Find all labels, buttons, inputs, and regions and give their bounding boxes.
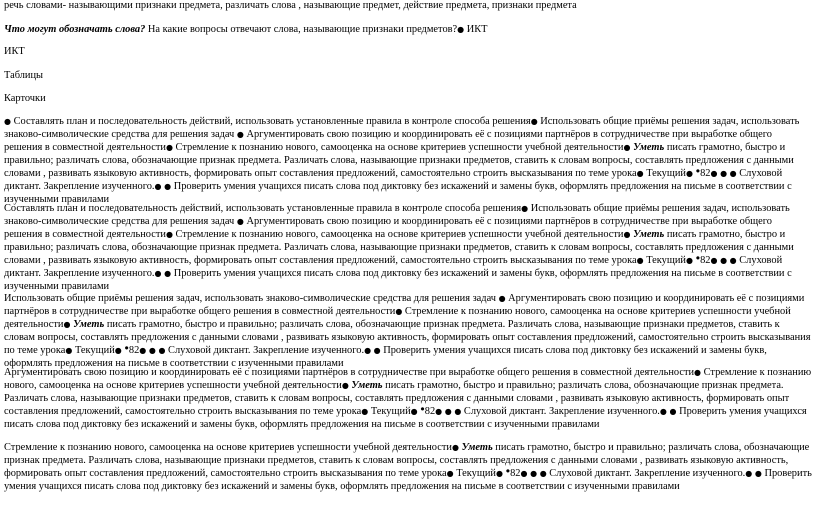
p4-umet: Уметь [351, 380, 383, 391]
bullet-icon: ● [720, 169, 728, 178]
p1-plan: Составлять план и последовательность действий, использовать установленные правила в контроле способа решения [13, 116, 531, 127]
paragraph-5 [4, 441, 812, 493]
bullet-icon: ● [720, 256, 728, 265]
p1-umet: Уметь [633, 142, 665, 153]
p4-skills: писать грамотно, быстро и правильно; различать слова, обозначающие признак предмета. Различать слова, называющие признаки предметов, ставить к словам вопросы, составлять предложения с данными словами , развивать языковую активность, формировать опыт составления предложений, самостоятельно строить высказывания по теме урока [4, 380, 790, 417]
p4-check: Проверить умения учащихся писать слова под диктовку без искажений и замены букв, оформлять предложения на письме в соответствии с изученными правилами [4, 406, 807, 430]
header-line: речь словами- называющими признаки предмета, различать слова , называющие предмет, действие предмета, признаки предмета [4, 0, 577, 11]
bullet-icon: ● [158, 346, 166, 355]
bullet-icon: ● [165, 230, 173, 239]
p2-current: Текущий [646, 255, 686, 266]
bullet-icon: ● [373, 346, 381, 355]
bullet-icon: ● [410, 407, 418, 416]
bullet-icon: ● [395, 307, 403, 316]
p4-current: Текущий [370, 406, 411, 417]
label-cards: Карточки [4, 93, 46, 104]
p1-sup-dot: ● [695, 166, 701, 175]
p2-argue: Аргументировать свою позицию и координировать её с позициями партнёров в сотрудничестве при выработке общего решения в совместной деятельности [4, 216, 772, 240]
p2-umet: Уметь [633, 229, 665, 240]
p2-skills: писать грамотно, быстро и правильно; различать слова, обозначающие признак предмета. Различать слова, называющие признаки предметов, ставить к словам вопросы, составлять предложения с данными словами , развивать языковую активность, формировать опыт составления предложений, самостоятельно строить высказывания по теме урока [4, 229, 794, 266]
p5-n82: 82 [510, 468, 521, 479]
p1-tasks: Использовать общие приёмы решения задач, использовать знаково-символические средства для решения задач [4, 116, 800, 140]
bullet-icon: ● [694, 368, 702, 377]
p3-current: Текущий [74, 345, 115, 356]
p1-n82: 82 [700, 168, 711, 179]
bullet-icon: ● [65, 346, 73, 355]
bullet-icon: ● [530, 469, 538, 478]
p5-strive: Стремление к познанию нового, самооценка на основе критериев успешности учебной деятельности [4, 442, 452, 453]
p1-dictation: Слуховой диктант. Закрепление изученного. [4, 168, 783, 192]
question-text: На какие вопросы отвечают слова, называющие признаки предметов? [145, 24, 458, 35]
bullet-icon: ● [165, 143, 173, 152]
bullet-icon: ● [236, 130, 244, 139]
bullet-icon: ● [754, 469, 762, 478]
p2-dictation: Слуховой диктант. Закрепление изученного. [4, 255, 783, 279]
p3-argue: Аргументировать свою позицию и координировать её с позициями партнёров в сотрудничестве при выработке общего решения в совместной деятельности [4, 293, 805, 317]
bullet-icon: ● [236, 217, 244, 226]
label-tables: Таблицы [4, 70, 44, 81]
p4-n82: 82 [424, 406, 436, 417]
p2-strive: Стремление к познанию нового, самооценка на основе критериев успешности учебной деятельности [172, 229, 624, 240]
p4-argue: Аргументировать свою позицию и координировать её с позициями партнёров в сотрудничестве при выработке общего решения в совместной деятельности [4, 367, 695, 378]
p3-dictation: Слуховой диктант. Закрепление изученного. [165, 345, 365, 356]
p3-umet: Уметь [73, 319, 105, 330]
bullet-icon: ● [154, 182, 162, 191]
bullet-icon: ● [659, 407, 667, 416]
label-ikt: ИКТ [4, 46, 25, 57]
paragraph-3 [4, 292, 812, 370]
p5-dictation: Слуховой диктант. Закрепление изученного. [546, 468, 746, 479]
bullet-icon: ● [361, 407, 369, 416]
p1-check: Проверить умения учащихся писать слова под диктовку без искажений и замены букв, оформлять предложения на письме в соответствии с изученными правилами [4, 181, 792, 205]
paragraph-2 [4, 202, 812, 293]
p2-plan: Составлять план и последовательность действий, использовать установленные правила в контроле способа решения [4, 203, 522, 214]
bullet-icon: ● [114, 346, 122, 355]
p4-strive: Стремление к познанию нового, самооценка на основе критериев успешности учебной деятельности [4, 367, 812, 391]
paragraph-1 [4, 115, 812, 206]
p5-umet: Уметь [461, 442, 493, 453]
bullet-icon: ● [495, 469, 503, 478]
p4-dictation: Слуховой диктант. Закрепление изученного. [461, 406, 660, 417]
bullet-icon: ● [457, 25, 465, 34]
bullet-icon: ● [623, 143, 631, 152]
p3-sup-dot: ● [124, 343, 129, 352]
bullet-icon: ● [451, 443, 459, 452]
p2-n82: 82 [700, 255, 711, 266]
p4-sup-dot: ● [420, 404, 425, 413]
p3-tasks: Использовать общие приёмы решения задач, использовать знаково-символические средства для решения задач [4, 293, 499, 304]
bullet-icon: ● [745, 469, 753, 478]
bullet-icon: ● [685, 256, 693, 265]
bullet-icon: ● [164, 269, 172, 278]
p5-current: Текущий [456, 468, 496, 479]
bullet-icon: ● [498, 294, 506, 303]
bullet-icon: ● [164, 182, 172, 191]
bullet-icon: ● [521, 204, 529, 213]
question-line [4, 24, 488, 35]
bullet-icon: ● [710, 169, 718, 178]
bullet-icon: ● [444, 407, 452, 416]
p1-strive: Стремление к познанию нового, самооценка на основе критериев успешности учебной деятельности [172, 142, 624, 153]
bullet-icon: ● [710, 256, 718, 265]
bullet-icon: ● [63, 320, 71, 329]
p3-n82: 82 [128, 345, 140, 356]
question-lead: Что могут обозначать слова? [4, 24, 146, 35]
p2-tasks: Использовать общие приёмы решения задач, использовать знаково-символические средства для решения задач [4, 203, 790, 227]
p5-check: Проверить умения учащихся писать слова под диктовку без искажений и замены букв, оформлять предложения на письме в соответствии с изученными правилами [4, 468, 812, 492]
p5-sup-dot: ● [505, 466, 511, 475]
bullet-icon: ● [435, 407, 443, 416]
bullet-icon: ● [685, 169, 693, 178]
p1-current: Текущий [646, 168, 686, 179]
bullet-icon: ● [364, 346, 372, 355]
bullet-icon: ● [669, 407, 677, 416]
p2-check: Проверить умения учащихся писать слова под диктовку без искажений и замены букв, оформлять предложения на письме в соответствии с изученными правилами [4, 268, 792, 292]
p1-skills: писать грамотно, быстро и правильно; различать слова, обозначающие признак предмета. Различать слова, называющие признаки предметов, ставить к словам вопросы, составлять предложения с данными словами , развивать языковую активность, формировать опыт составления предложений, самостоятельно строить высказывания по теме урока [4, 142, 794, 179]
p1-argue: Аргументировать свою позицию и координировать её с позициями партнёров в сотрудничестве при выработке общего решения в совместной деятельности [4, 129, 772, 153]
bullet-icon: ● [729, 256, 737, 265]
p3-strive: Стремление к познанию нового, самооценка на основе критериев успешности учебной деятельности [4, 306, 791, 330]
bullet-icon: ● [139, 346, 147, 355]
bullet-icon: ● [154, 269, 162, 278]
bullet-icon: ● [520, 469, 528, 478]
bullet-icon: ● [454, 407, 462, 416]
bullet-icon: ● [623, 230, 631, 239]
bullet-icon: ● [148, 346, 156, 355]
p3-check: Проверить умения учащихся писать слова под диктовку без искажений и замены букв, оформлять предложения на письме в соответствии с изученными правилами [4, 345, 767, 369]
question-tail: ИКТ [464, 24, 488, 35]
p3-skills: писать грамотно, быстро и правильно; различать слова, обозначающие признак предмета. Различать слова, называющие признаки предметов, ставить к словам вопросы, составлять предложения с данными словами , развивать языковую активность, формировать опыт составления предложений, самостоятельно строить высказывания по теме урока [4, 319, 811, 356]
paragraph-4 [4, 366, 812, 431]
bullet-icon: ● [636, 256, 644, 265]
bullet-icon: ● [4, 117, 11, 126]
bullet-icon: ● [530, 117, 538, 126]
p2-sup-dot: ● [695, 253, 701, 262]
bullet-icon: ● [539, 469, 547, 478]
bullet-icon: ● [446, 469, 454, 478]
bullet-icon: ● [636, 169, 644, 178]
p5-skills: писать грамотно, быстро и правильно; различать слова, обозначающие признак предмета. Различать слова, называющие признаки предметов, ставить к словам вопросы, составлять предложения с данными словами , развивать языковую активность, формировать опыт составления предложений, самостоятельно строить высказывания по теме урока [4, 442, 810, 479]
bullet-icon: ● [729, 169, 737, 178]
bullet-icon: ● [341, 381, 349, 390]
